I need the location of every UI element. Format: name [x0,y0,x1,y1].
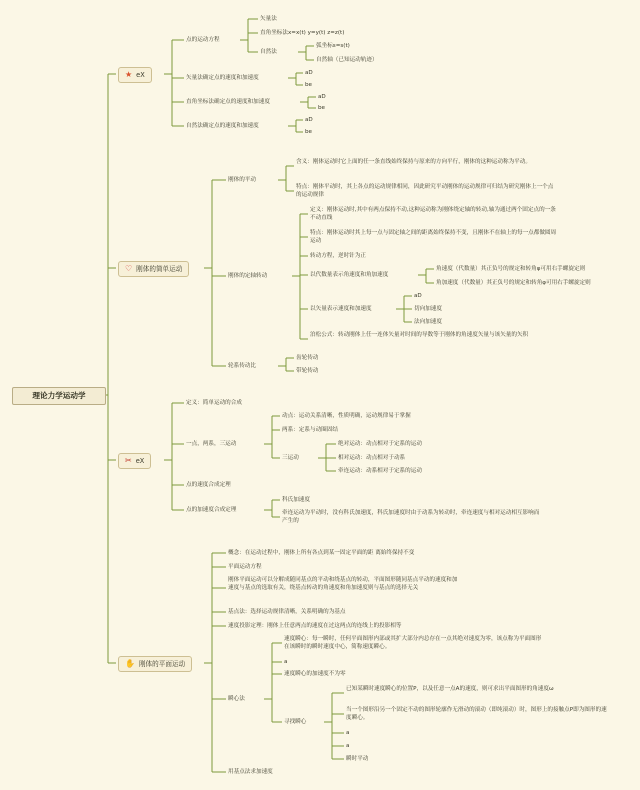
node-natural-velocity[interactable]: 自然法确定点的速度和加速度 [186,123,259,129]
node-plane-motion-equation[interactable]: 平面运动方程 [228,564,262,570]
tools-icon: ✂ [125,456,132,465]
node-leaf[interactable]: be [305,82,312,88]
node-leaf[interactable]: aD [305,117,313,123]
node-rotation-feature[interactable]: 特点：刚体运动时其上每一点与固定轴之间的距离始终保持不变，且刚体不在轴上的每一点都做圆周运动 [310,230,557,244]
node-leaf[interactable]: be [305,129,312,135]
heart-icon: ♡ [125,264,133,273]
node-poisson-formula[interactable]: 泊松公式：转动刚体上任一连体矢量对时间的导数等于刚体的角速度矢量与该矢量的矢积 [310,332,529,338]
branch-label: eX [135,457,145,465]
node-coriolis[interactable]: 科氏加速度 [282,497,310,503]
node-base-point-acceleration[interactable]: 用基点法求加速度 [228,769,273,775]
node-arc-coordinate[interactable]: 弧坐标s=s(t) [316,43,350,49]
node-natural-axis[interactable]: 自然轴（已知运动轨迹） [316,57,378,63]
node-angular-velocity[interactable]: 角速度（代数量）其正负号的规定和转角φ可用右手螺旋定则 [436,266,586,272]
node-instant-translation[interactable]: 瞬时平动 [346,756,369,762]
node-point-equations[interactable]: 点的运动方程 [186,37,220,43]
node-leaf[interactable]: be [318,105,325,111]
branch-plane-motion[interactable] [118,656,192,672]
node-vector-method[interactable]: 矢量法 [260,16,277,22]
node-pure-rolling[interactable]: 当一个图形沿另一个固定不动的图形轮廓作无滑动的滚动（即纯滚动）时，图形上的接触点P即为图形的速度瞬心。 [346,707,607,721]
node-plane-motion-concept[interactable]: 概念：在运动过程中，刚体上所有各点到某一固定平面的距 离始终保持不变 [228,550,415,556]
node-leaf[interactable]: aD [414,293,422,299]
node-instant-center-method[interactable]: 瞬心法 [228,696,245,702]
branch-kinematics-of-point[interactable] [118,67,152,83]
node-translation-feature[interactable]: 特点：刚体平动时，其上各点的运动规律相同，因此研究平动刚体的运动规律可归结为研究刚体上一个点的运动规律 [296,184,554,198]
node-rotation-equation[interactable]: 转动方程，逆时针为正 [310,253,366,259]
node-three-motions[interactable]: 三运动 [282,455,299,461]
root-topic[interactable]: 理论力学运动学 [12,387,106,405]
node-one-point-two-frames[interactable]: 一点，两系，三运动 [186,441,237,447]
node-instant-center-acceleration[interactable]: 速度瞬心的加速度不为零 [284,671,346,677]
node-projection-theorem[interactable]: 速度投影定理：刚体上任意两点的速度在过这两点的连线上的投影相等 [228,623,402,629]
node-find-instant-center[interactable]: 寻找瞬心 [284,719,307,725]
node-two-frames[interactable]: 两系：定系与动圈固结 [282,427,338,433]
node-coriolis-note[interactable]: 牵连运动为平动时，没有科氏加速度，科氏加速度时由于动系为转动时，牵连速度与相对运动相互影响而产生的 [282,510,540,524]
node-vector-representation[interactable]: 以矢量表示速度和加速度 [310,306,372,312]
node-relative-motion[interactable]: 相对运动：动点相对于动系 [338,455,406,461]
node-vector-velocity[interactable]: 矢量法确定点的速度和加速度 [186,75,259,81]
node-instant-center-definition[interactable]: 速度瞬心：每一瞬时，任何平面图形内部或其扩大部分内总存在一点其绝对速度为零，该点称为平面图形在该瞬时的瞬时速度中心，简称速度瞬心。 [284,636,542,650]
node-translation[interactable]: 刚体的平动 [228,177,256,183]
node-acceleration-composition[interactable]: 点的加速度合成定理 [186,507,237,513]
node-natural-method[interactable]: 自然法 [260,49,277,55]
node-cartesian-method[interactable]: 直角坐标法x=x(t) y=y(t) z=z(t) [260,30,345,36]
star-icon: ★ [125,70,133,79]
node-base-point-method[interactable]: 基点法：选择运动规律清晰，关系明确的为基点 [228,609,346,615]
node-velocity-composition[interactable]: 点的速度合成定理 [186,482,231,488]
node-transport-motion[interactable]: 牵连运动：动系相对于定系的运动 [338,468,422,474]
node-leaf[interactable]: aD [318,94,326,100]
branch-composite-motion[interactable] [118,453,151,469]
node-rotation-definition[interactable]: 定义：刚体运动时,其中有两点保持不动,这种运动称为刚体绕定轴的转动,轴为通过两个固定点的一条不动直线 [310,207,556,221]
node-leaf[interactable]: a [284,659,288,665]
node-tangential-acceleration[interactable]: 切向加速度 [414,306,442,312]
node-gear-drive[interactable]: 齿轮传动 [296,355,319,361]
node-leaf[interactable]: a [346,730,350,736]
node-find-omega[interactable]: 已知某瞬时速度瞬心的位置P，以及任意一点A的速度，则可求出平面图形的角速度ω [346,686,554,692]
branch-label: 刚体的平面运动 [138,660,186,668]
node-belt-drive[interactable]: 带轮传动 [296,368,319,374]
node-fixed-axis-rotation[interactable]: 刚体的定轴转动 [228,273,268,279]
branch-label: eX [136,71,145,79]
node-absolute-motion[interactable]: 绝对运动：动点相对于定系的运动 [338,441,422,447]
node-algebraic-quantities[interactable]: 以代数量表示角速度和角加速度 [310,272,389,278]
node-translation-meaning[interactable]: 含义：刚体运动时它上面的任一条直线始终保持与原来的方向平行，刚体的这种运动称为平动。 [296,159,531,165]
hand-icon: ✋ [125,659,135,668]
node-angular-acceleration[interactable]: 角加速度（代数量）其正负号的规定和转角φ可用右手螺旋定则 [436,280,591,286]
node-moving-point[interactable]: 动点：运动关系清晰，性质明确，运动规律易于掌握 [282,413,411,419]
node-composite-definition[interactable]: 定义：简单运动的合成 [186,400,242,406]
node-cartesian-velocity[interactable]: 直角坐标法确定点的速度和加速度 [186,99,270,105]
branch-label: 刚体的简单运动 [136,265,183,273]
node-decomposition[interactable]: 刚体平面运动可以分解成随同基点的平动和绕基点的转动，平面图形随同基点平动的速度和加速度与基点的选取有关，绕基点转动的角速度和角加速度则与基点的选择无关 [228,577,458,591]
node-normal-acceleration[interactable]: 法向加速度 [414,319,442,325]
node-gear-train-ratio[interactable]: 轮系传动比 [228,363,256,369]
node-leaf[interactable]: a [346,743,350,749]
node-leaf[interactable]: aD [305,70,313,76]
branch-rigid-body-simple-motion[interactable] [118,261,189,277]
